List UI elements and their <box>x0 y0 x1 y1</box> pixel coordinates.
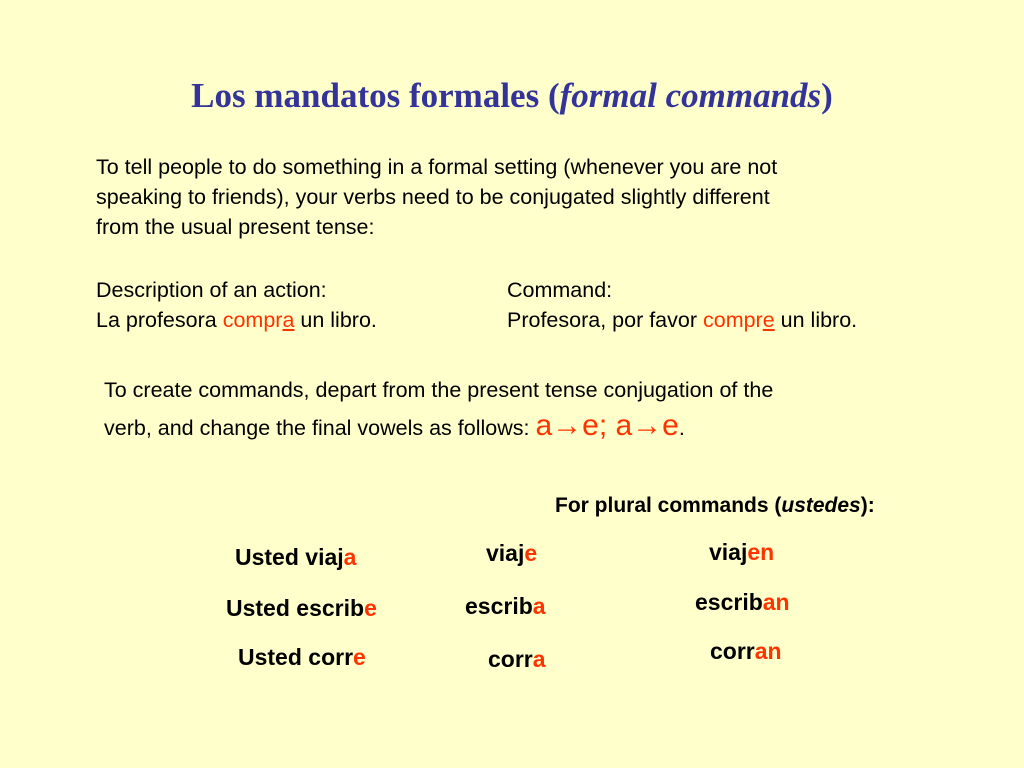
description-label: Description of an action: <box>96 278 327 302</box>
command-form-escriba: escriba <box>465 593 546 619</box>
usted-form-corre: Usted corre <box>238 644 366 670</box>
rule-paragraph: To create commands, depart from the present tense conjugation of the verb, and change the final vowels as follows: a→e; a→e. <box>104 378 774 442</box>
plural-form-corran: corran <box>710 638 782 664</box>
command-example <box>507 275 857 335</box>
slide-title: Los mandatos formales (formal commands) <box>191 76 833 115</box>
plural-form-viajen: viajen <box>709 539 775 565</box>
plural-form-escriban: escriban <box>695 589 790 615</box>
description-example <box>96 275 377 335</box>
usted-form-escribe: Usted escribe <box>226 595 377 621</box>
command-form-corra: corra <box>488 646 546 672</box>
description-sentence: La profesora compra un libro. <box>96 308 377 332</box>
command-sentence: Profesora, por favor compre un libro. <box>507 308 858 332</box>
vowel-rule: a→e; a→e <box>535 409 679 442</box>
intro-paragraph: To tell people to do something in a formal setting (whenever you are not speaking to friends), your verbs need to be conjugated slightly different from the usual present tense: <box>96 155 778 239</box>
plural-heading: For plural commands (ustedes): <box>555 494 875 517</box>
command-label: Command: <box>507 278 613 302</box>
usted-form-viaja: Usted viaja <box>235 544 357 570</box>
command-form-viaje: viaje <box>486 540 538 566</box>
